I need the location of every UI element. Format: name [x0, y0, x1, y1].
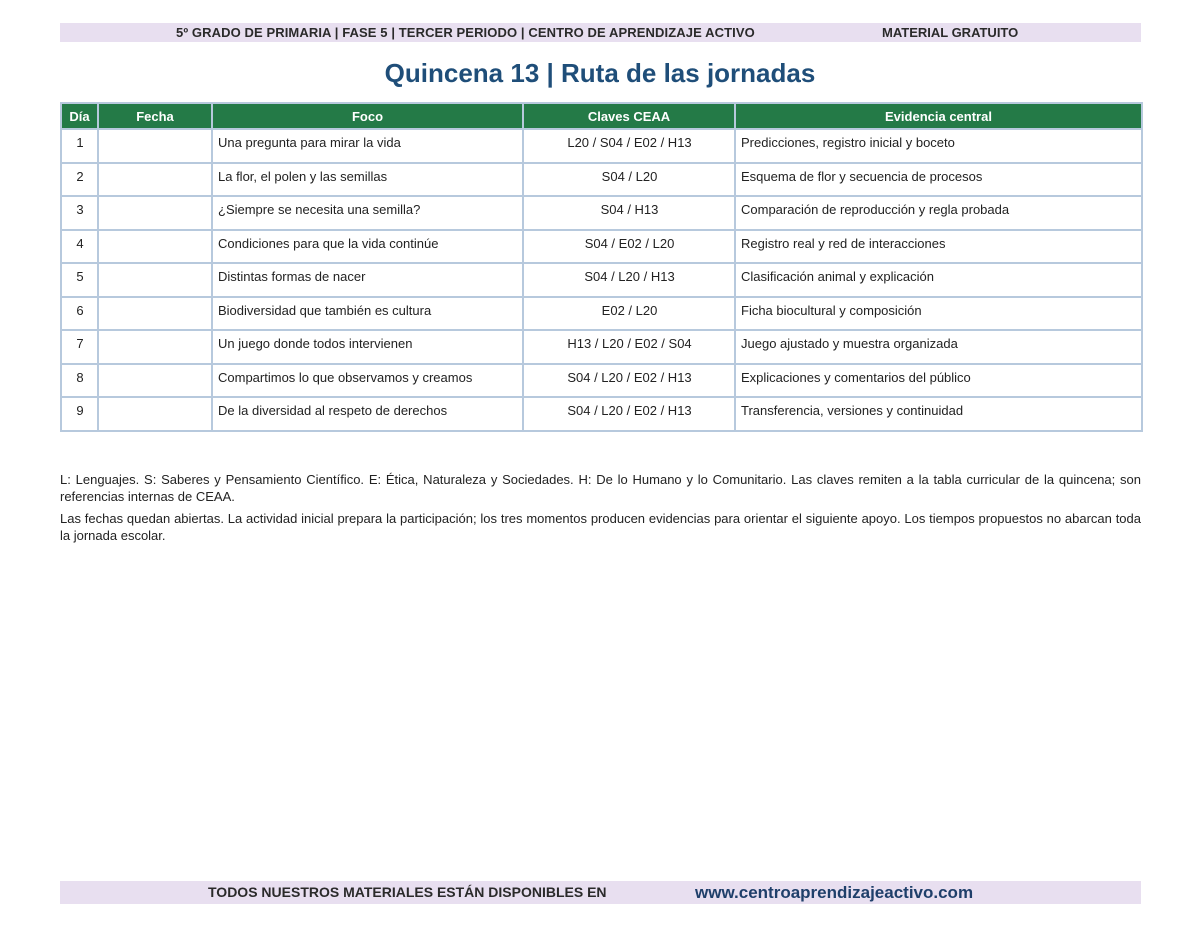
legend-note: L: Lenguajes. S: Saberes y Pensamiento Científico. E: Ética, Naturaleza y Sociedades. H: De lo Humano y lo Comunitario. Las claves remiten a la tabla curricular de la quincena; son referencias internas de CEAA.: [60, 472, 1141, 504]
cell-evidencia: Juego ajustado y muestra organizada: [735, 330, 1142, 364]
cell-foco: Condiciones para que la vida continúe: [212, 230, 523, 264]
cell-foco: Distintas formas de nacer: [212, 263, 523, 297]
cell-foco: De la diversidad al respeto de derechos: [212, 397, 523, 431]
cell-fecha: [98, 397, 212, 431]
cell-claves: S04 / E02 / L20: [523, 230, 735, 264]
cell-claves: E02 / L20: [523, 297, 735, 331]
cell-evidencia: Transferencia, versiones y continuidad: [735, 397, 1142, 431]
cell-claves: S04 / L20: [523, 163, 735, 197]
route-table-header-row: [61, 103, 1142, 129]
table-row: [61, 196, 1142, 230]
cell-dia: 9: [61, 397, 98, 431]
footer-text: TODOS NUESTROS MATERIALES ESTÁN DISPONIBLES EN: [208, 884, 607, 900]
cell-claves: S04 / L20 / H13: [523, 263, 735, 297]
column-header-foco: Foco: [212, 103, 523, 129]
cell-fecha: [98, 330, 212, 364]
cell-fecha: [98, 196, 212, 230]
cell-dia: 8: [61, 364, 98, 398]
cell-claves: S04 / H13: [523, 196, 735, 230]
cell-fecha: [98, 129, 212, 163]
cell-fecha: [98, 364, 212, 398]
column-header-evidencia: Evidencia central: [735, 103, 1142, 129]
cell-fecha: [98, 263, 212, 297]
table-row: [61, 263, 1142, 297]
column-header-fecha: Fecha: [98, 103, 212, 129]
route-table: [60, 102, 1143, 432]
cell-evidencia: Predicciones, registro inicial y boceto: [735, 129, 1142, 163]
cell-foco: Compartimos lo que observamos y creamos: [212, 364, 523, 398]
cell-dia: 3: [61, 196, 98, 230]
page-title: Quincena 13 | Ruta de las jornadas: [384, 58, 816, 88]
cell-dia: 5: [61, 263, 98, 297]
cell-claves: H13 / L20 / E02 / S04: [523, 330, 735, 364]
cell-evidencia: Clasificación animal y explicación: [735, 263, 1142, 297]
cell-foco: Biodiversidad que también es cultura: [212, 297, 523, 331]
cell-foco: Una pregunta para mirar la vida: [212, 129, 523, 163]
cell-fecha: [98, 230, 212, 264]
table-row: [61, 163, 1142, 197]
cell-dia: 1: [61, 129, 98, 163]
cell-dia: 4: [61, 230, 98, 264]
cell-evidencia: Esquema de flor y secuencia de procesos: [735, 163, 1142, 197]
cell-claves: S04 / L20 / E02 / H13: [523, 364, 735, 398]
cell-fecha: [98, 297, 212, 331]
table-row: [61, 297, 1142, 331]
footer-url-link[interactable]: www.centroaprendizajeactivo.com: [695, 883, 974, 902]
column-header-dia: Día: [61, 103, 98, 129]
header-band: [60, 23, 1141, 42]
cell-dia: 6: [61, 297, 98, 331]
cell-claves: S04 / L20 / E02 / H13: [523, 397, 735, 431]
dates-note: Las fechas quedan abiertas. La actividad inicial prepara la participación; los tres momentos producen evidencias para orientar el siguiente apoyo. Los tiempos propuestos no abarcan toda la jornada escolar.: [60, 511, 1141, 543]
cell-dia: 7: [61, 330, 98, 364]
table-row: [61, 129, 1142, 163]
header-side-text: MATERIAL GRATUITO: [882, 25, 1019, 40]
table-row: [61, 230, 1142, 264]
route-table-body: [61, 129, 1142, 431]
cell-foco: ¿Siempre se necesita una semilla?: [212, 196, 523, 230]
cell-foco: La flor, el polen y las semillas: [212, 163, 523, 197]
cell-evidencia: Comparación de reproducción y regla probada: [735, 196, 1142, 230]
column-header-claves: Claves CEAA: [523, 103, 735, 129]
table-row: [61, 330, 1142, 364]
route-table-head: [61, 103, 1142, 129]
table-row: [61, 397, 1142, 431]
cell-evidencia: Ficha biocultural y composición: [735, 297, 1142, 331]
cell-claves: L20 / S04 / E02 / H13: [523, 129, 735, 163]
cell-foco: Un juego donde todos intervienen: [212, 330, 523, 364]
cell-evidencia: Explicaciones y comentarios del público: [735, 364, 1142, 398]
footer-band: [60, 881, 1141, 904]
cell-fecha: [98, 163, 212, 197]
header-text: 5º GRADO DE PRIMARIA | FASE 5 | TERCER PERIODO | CENTRO DE APRENDIZAJE ACTIVO: [176, 25, 755, 40]
notes-section: [60, 471, 1141, 549]
table-row: [61, 364, 1142, 398]
cell-dia: 2: [61, 163, 98, 197]
cell-evidencia: Registro real y red de interacciones: [735, 230, 1142, 264]
